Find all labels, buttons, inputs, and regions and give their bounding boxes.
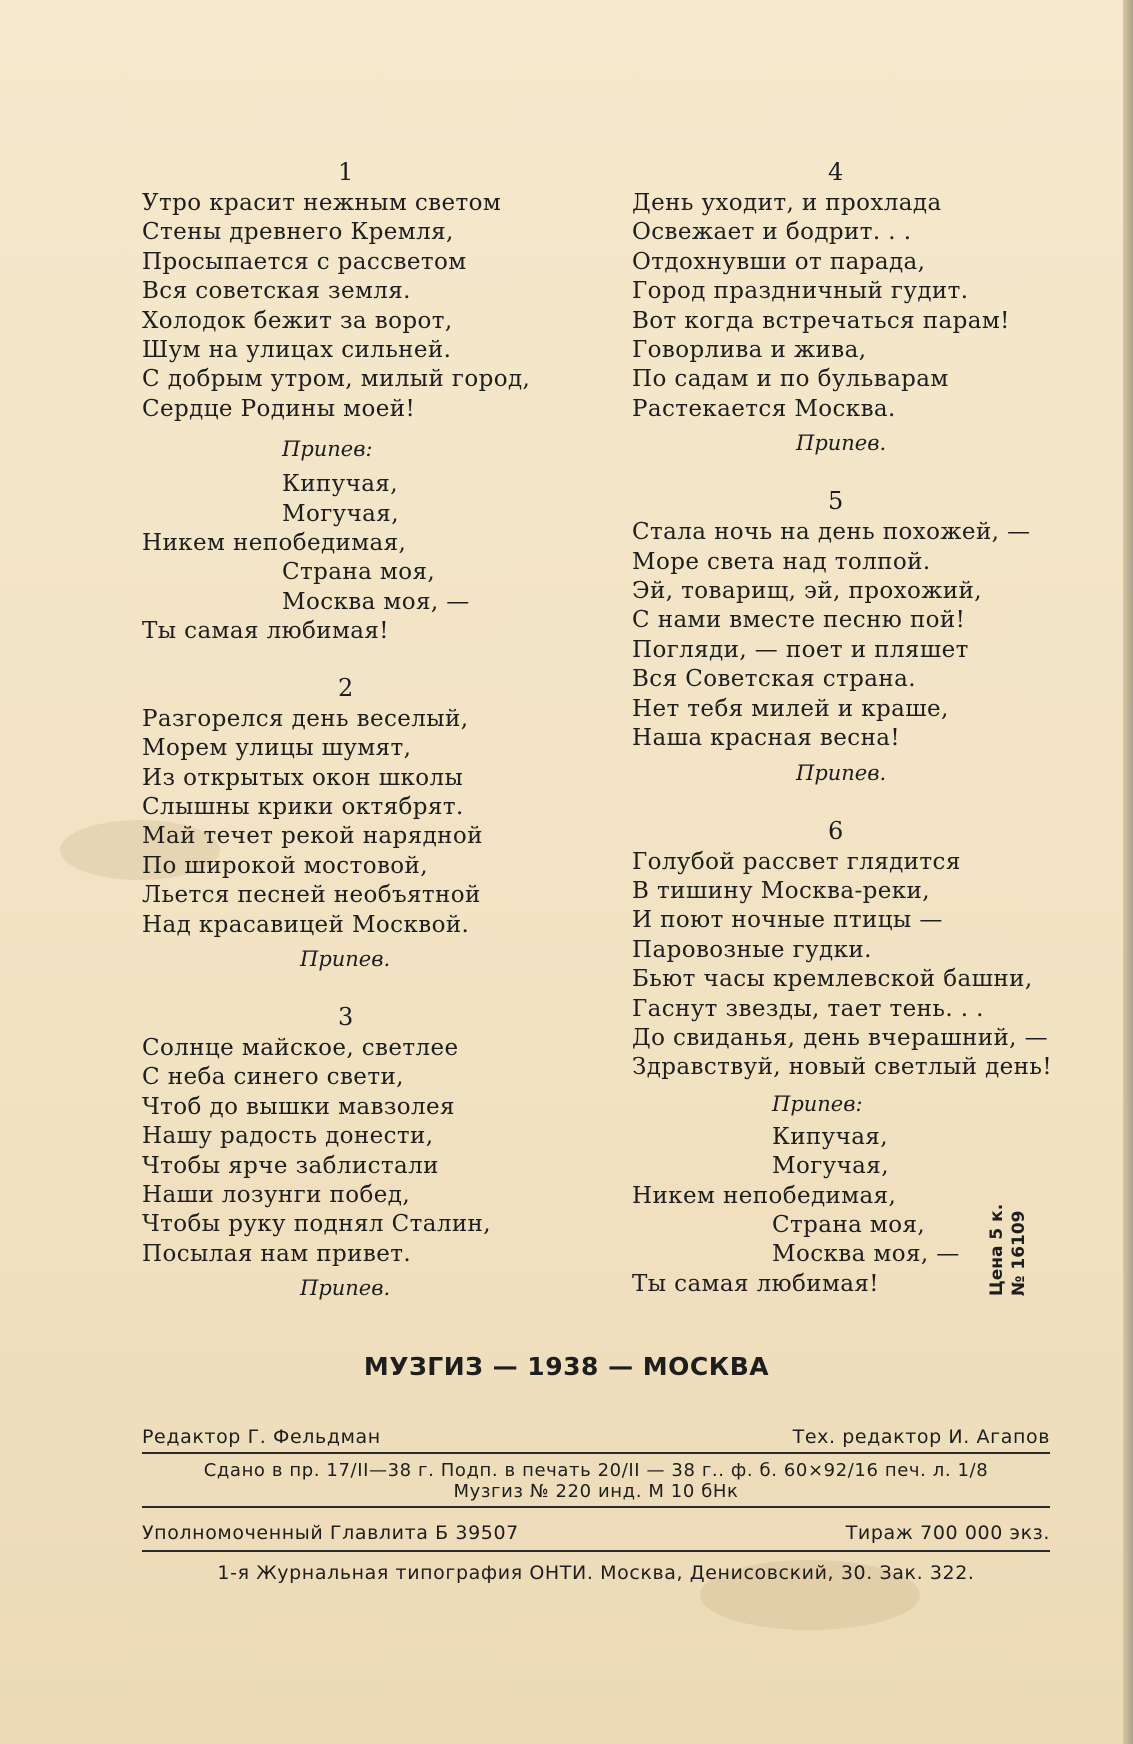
verse-line: Слышны крики октябрят. xyxy=(142,793,464,820)
verse-line: Освежает и бодрит. . . xyxy=(632,219,912,246)
refrain-line: Страна моя, xyxy=(772,1211,926,1238)
verse-line: Солнце майское, светлее xyxy=(142,1034,459,1061)
verse-line: Холодок бежит за ворот, xyxy=(142,307,453,334)
verse-line: Просыпается с рассветом xyxy=(142,248,467,275)
verse-line: С неба синего свети, xyxy=(142,1064,404,1091)
verse-line: Морем улицы шумят, xyxy=(142,735,412,762)
stanza-number: 1 xyxy=(338,158,354,186)
refrain-label: Припев: xyxy=(772,1091,863,1116)
verse-line: Над красавицей Москвой. xyxy=(142,911,470,938)
verse-line: Нет тебя милей и краше, xyxy=(632,695,949,722)
refrain-label: Припев. xyxy=(796,431,887,456)
refrain-line: Страна моя, xyxy=(282,559,436,586)
refrain-label: Припев: xyxy=(282,437,373,462)
print-details: Сдано в пр. 17/II—38 г. Подп. в печать 20/II — 38 г.. ф. б. 60×92/16 печ. л. 1/8 xyxy=(203,1460,989,1481)
verse-line: Вот когда встречаться парам! xyxy=(632,307,1010,334)
verse-line: Вся Советская страна. xyxy=(632,666,916,693)
stanza xyxy=(142,705,542,940)
verse-line: Стала ночь на день похожей, — xyxy=(632,519,1031,546)
verse-line: С нами вместе песню пой! xyxy=(632,607,966,634)
verse-line: Посылая нам привет. xyxy=(142,1240,412,1267)
left-column xyxy=(142,155,542,1303)
divider xyxy=(142,1506,1050,1508)
stanza-number: 4 xyxy=(828,158,844,186)
glavlit-row xyxy=(142,1522,1050,1544)
printer: 1-я Журнальная типография ОНТИ. Москва, Денисовский, 30. Зак. 322. xyxy=(217,1562,975,1584)
verse-line: Наша красная весна! xyxy=(632,725,901,752)
verse-line: По садам и по бульварам xyxy=(632,366,949,393)
verse-line: Эй, товарищ, эй, прохожий, xyxy=(632,578,982,605)
refrain-line: Ты самая любимая! xyxy=(142,618,389,645)
verse-line: Отдохнувши от парада, xyxy=(632,248,926,275)
stanza-number: 2 xyxy=(338,673,354,702)
verse-line: Из открытых окон школы xyxy=(142,764,464,791)
stanza-number: 3 xyxy=(338,1002,354,1031)
editor: Редактор Г. Фельдман xyxy=(142,1426,381,1448)
verse-line: И поют ночные птицы — xyxy=(632,907,943,934)
verse-line: С добрым утром, милый город, xyxy=(142,366,531,393)
refrain-line: Могучая, xyxy=(282,500,399,527)
stanza xyxy=(632,848,1062,1083)
stanza-number: 6 xyxy=(828,816,844,845)
stanza xyxy=(142,1034,542,1269)
verse-line: Бьют часы кремлевской башни, xyxy=(632,966,1033,993)
stanza-number: 5 xyxy=(828,487,844,516)
refrain-line: Никем непобедимая, xyxy=(142,530,407,557)
verse-line: Гаснут звезды, тает тень. . . xyxy=(632,995,984,1022)
verse-line: Чтобы ярче заблистали xyxy=(142,1152,439,1179)
verse-line: Здравствуй, новый светлый день! xyxy=(632,1054,1052,1081)
verse-line: Чтобы руку поднял Сталин, xyxy=(142,1211,492,1238)
verse-line: Город праздничный гудит. xyxy=(632,278,969,305)
verse-line: Говорлива и жива, xyxy=(632,337,867,364)
verse-line: До свиданья, день вчерашний, — xyxy=(632,1024,1049,1051)
verse-line: Наши лозунги побед, xyxy=(142,1181,411,1208)
publisher-line: МУЗГИЗ — 1938 — МОСКВА xyxy=(363,1352,770,1381)
stanza xyxy=(632,518,1062,753)
right-column xyxy=(632,155,1062,1299)
verse-line: Нашу радость донести, xyxy=(142,1123,434,1150)
paper-edge xyxy=(1123,0,1133,1744)
divider xyxy=(142,1550,1050,1552)
verse-line: По широкой мостовой, xyxy=(142,852,428,879)
verse-line: Шум на улицах сильней. xyxy=(142,337,452,364)
verse-line: Май течет рекой нарядной xyxy=(142,823,483,850)
print-details-2: Музгиз № 220 инд. М 10 бНк xyxy=(453,1481,739,1502)
verse-line: Голубой рассвет глядится xyxy=(632,848,961,875)
refrain-label: Припев. xyxy=(796,760,887,785)
refrain-line: Кипучая, xyxy=(772,1123,888,1150)
refrain xyxy=(142,470,542,646)
verse-line: Растекается Москва. xyxy=(632,395,896,422)
stanza xyxy=(142,189,542,424)
imprint-block xyxy=(142,1426,1050,1584)
verse-line: Сердце Родины моей! xyxy=(142,395,416,422)
refrain-line: Никем непобедимая, xyxy=(632,1182,897,1209)
verse-line: Погляди, — поет и пляшет xyxy=(632,636,969,663)
tech-editor: Тех. редактор И. Агапов xyxy=(792,1426,1050,1448)
verse-line: Паровозные гудки. xyxy=(632,936,872,963)
verse-line: Чтоб до вышки мавзолея xyxy=(142,1093,455,1120)
refrain-line: Ты самая любимая! xyxy=(632,1270,879,1297)
verse-line: Море света над толпой. xyxy=(632,548,931,575)
verse-line: В тишину Москва-реки, xyxy=(632,877,930,904)
verse-line: День уходит, и прохлада xyxy=(632,190,942,216)
verse-line: Льется песней необъятной xyxy=(142,882,481,909)
editors-row xyxy=(142,1426,1050,1448)
divider xyxy=(142,1452,1050,1454)
verse-line: Разгорелся день веселый, xyxy=(142,705,469,732)
refrain-line: Москва моя, — xyxy=(282,588,470,615)
tirazh: Тираж 700 000 экз. xyxy=(845,1522,1050,1544)
glavlit: Уполномоченный Главлита Б 39507 xyxy=(142,1522,519,1544)
verse-line: Утро красит нежным светом xyxy=(142,190,502,216)
refrain-line: Кипучая, xyxy=(282,471,398,498)
stanza xyxy=(632,189,1062,424)
price: Цена 5 к. xyxy=(987,1203,1007,1296)
verse-line: Вся советская земля. xyxy=(142,278,411,305)
price-label xyxy=(986,1204,1030,1296)
refrain-line: Могучая, xyxy=(772,1153,889,1180)
verse-line: Стены древнего Кремля, xyxy=(142,219,454,246)
catalog-number: № 16109 xyxy=(1009,1210,1029,1296)
refrain-label: Припев. xyxy=(300,1276,391,1301)
refrain-line: Москва моя, — xyxy=(772,1241,960,1268)
refrain-label: Припев. xyxy=(300,946,391,971)
